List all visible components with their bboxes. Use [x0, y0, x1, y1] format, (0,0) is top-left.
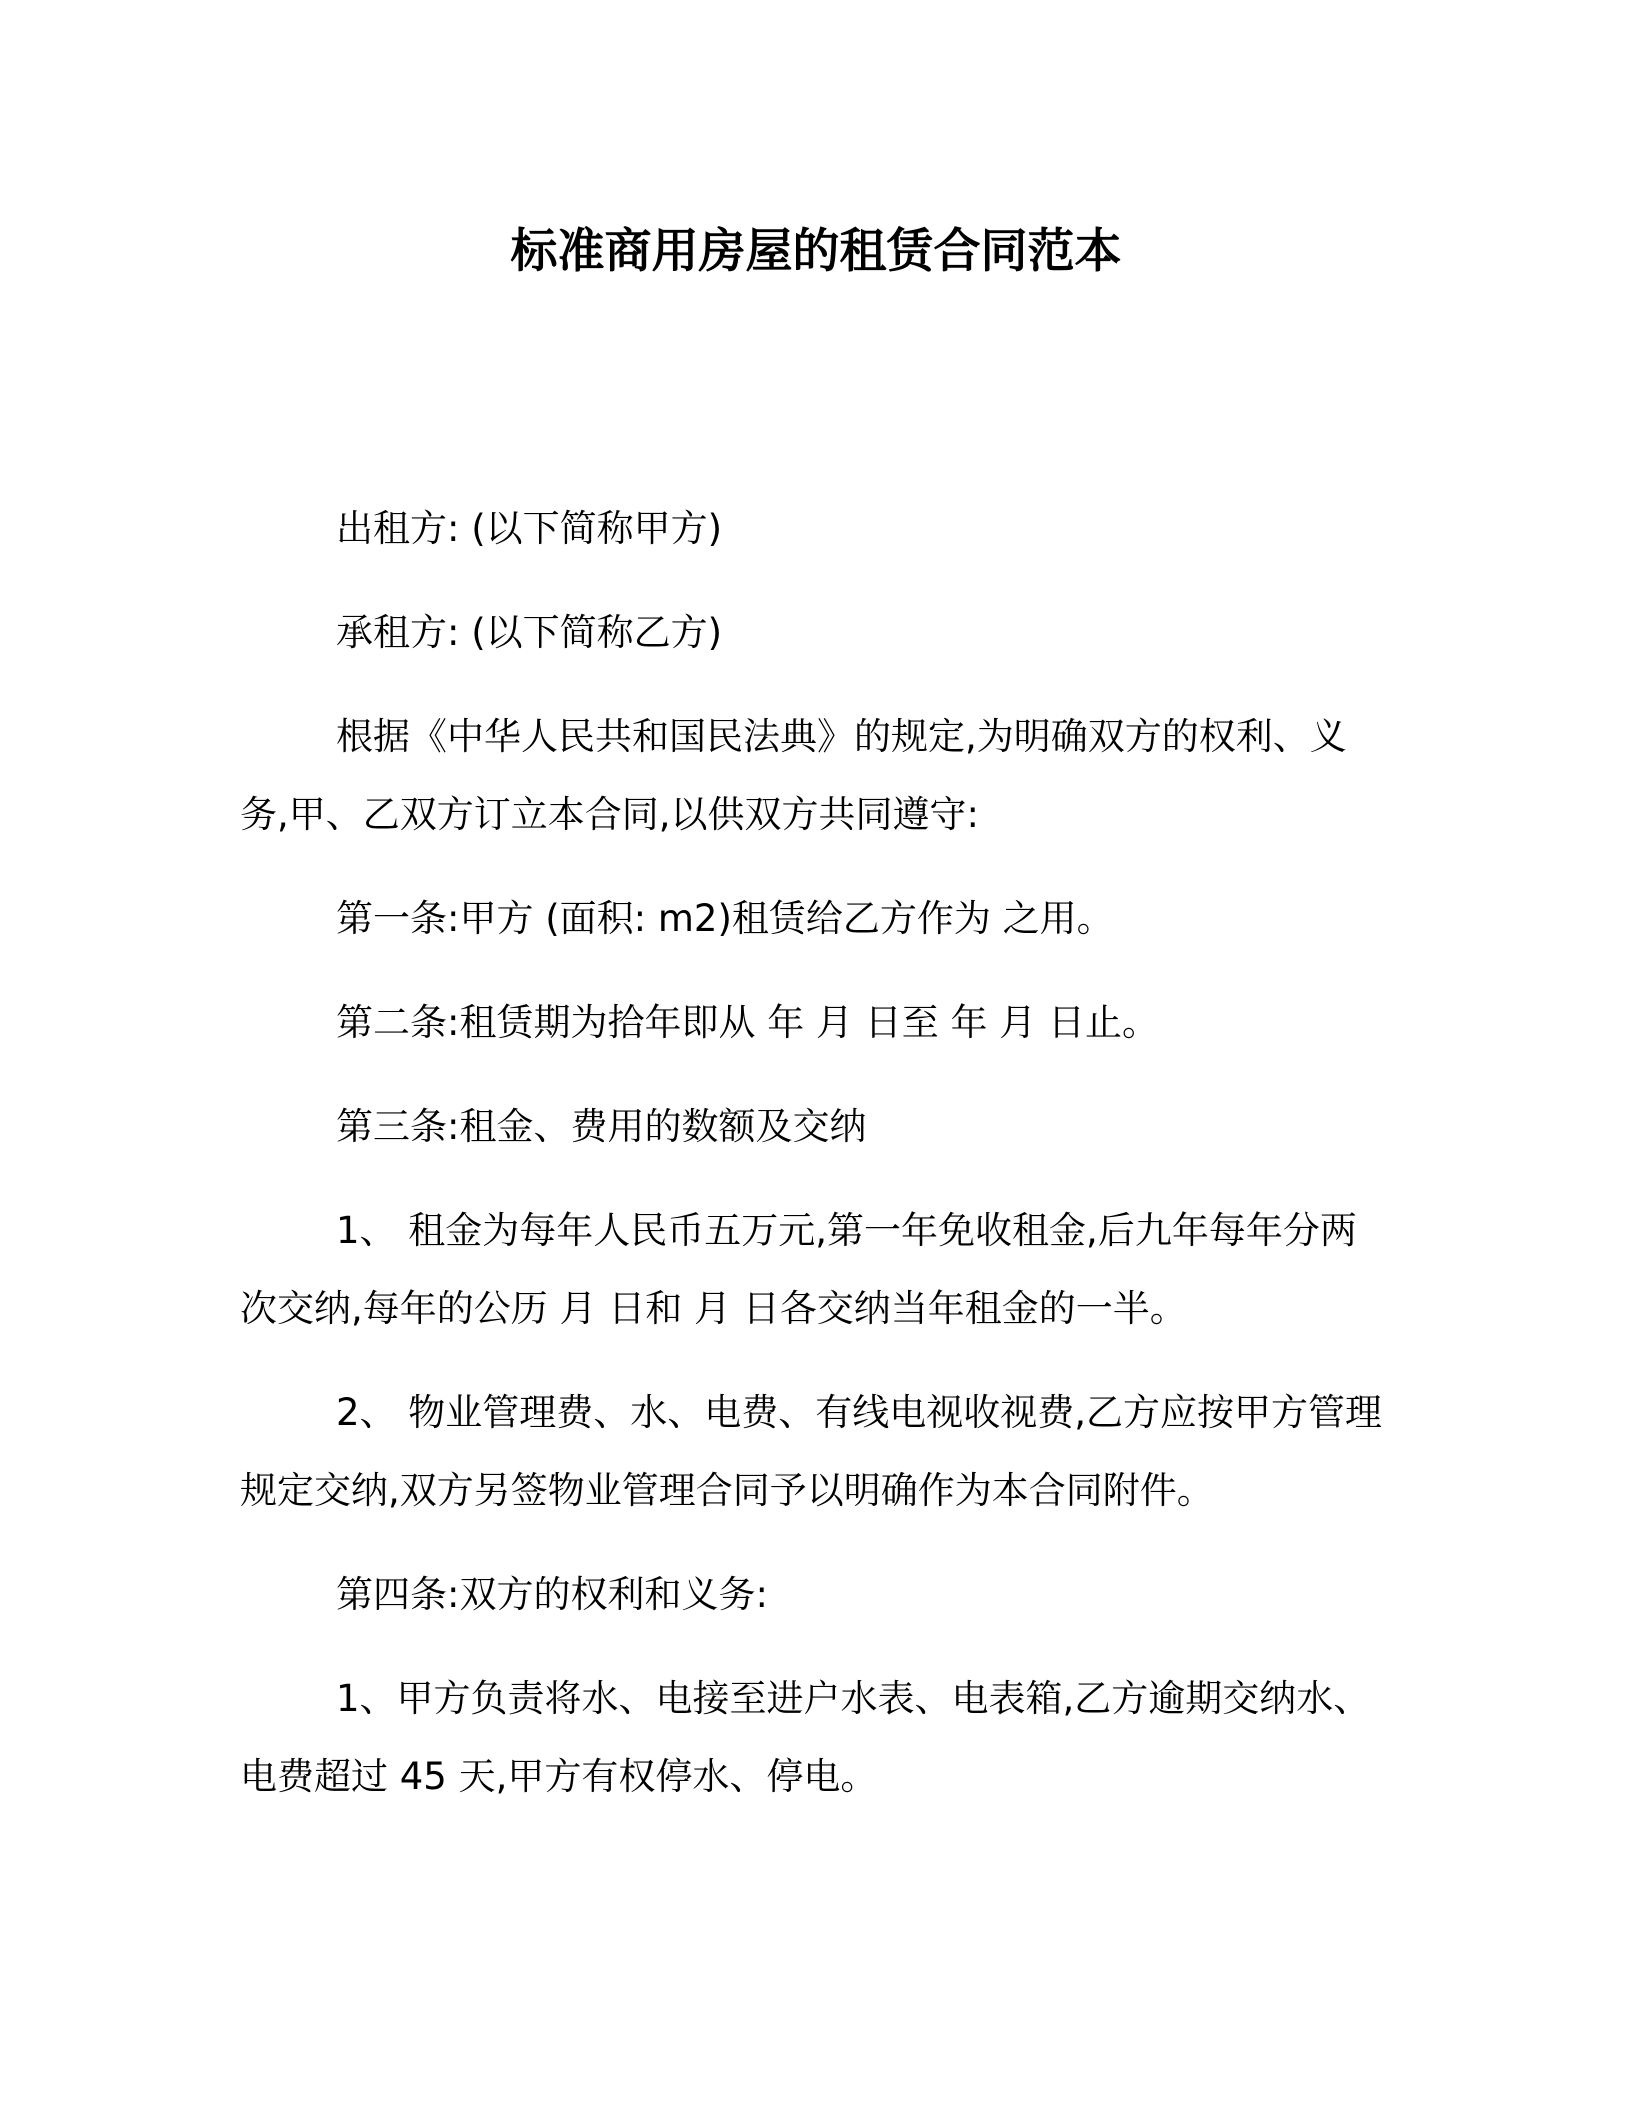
- clause-article-4-item-1: 1、甲方负责将水、电接至进户水表、电表箱,乙方逾期交纳水、电费超过 45 天,甲方有权停水、停电。: [240, 1677, 1371, 1798]
- document-body: [240, 490, 1390, 1842]
- clause-preamble: 根据《中华人民共和国民法典》的规定,为明确双方的权利、义务,甲、乙双方订立本合同,以供双方共同遵守:: [240, 715, 1347, 836]
- clause-article-4: 第四条:双方的权利和义务:: [336, 1573, 768, 1616]
- clause-lessor: 出租方: (以下简称甲方): [336, 507, 723, 550]
- clause-article-3: 第三条:租金、费用的数额及交纳: [336, 1105, 867, 1148]
- clause-article-3-item-1: 1、 租金为每年人民币五万元,第一年免收租金,后九年每年分两次交纳,每年的公历 月 日和 月 日各交纳当年租金的一半。: [240, 1209, 1357, 1330]
- clause-lessee: 承租方: (以下简称乙方): [336, 611, 723, 654]
- clause-article-2: 第二条:租赁期为拾年即从 年 月 日至 年 月 日止。: [336, 1001, 1160, 1044]
- clause-article-1: 第一条:甲方 (面积: m2)租赁给乙方作为 之用。: [336, 897, 1114, 940]
- document-title: 标准商用房屋的租赁合同范本: [510, 224, 1122, 279]
- clause-article-3-item-2: 2、 物业管理费、水、电费、有线电视收视费,乙方应按甲方管理规定交纳,双方另签物业管理合同予以明确作为本合同附件。: [240, 1391, 1383, 1512]
